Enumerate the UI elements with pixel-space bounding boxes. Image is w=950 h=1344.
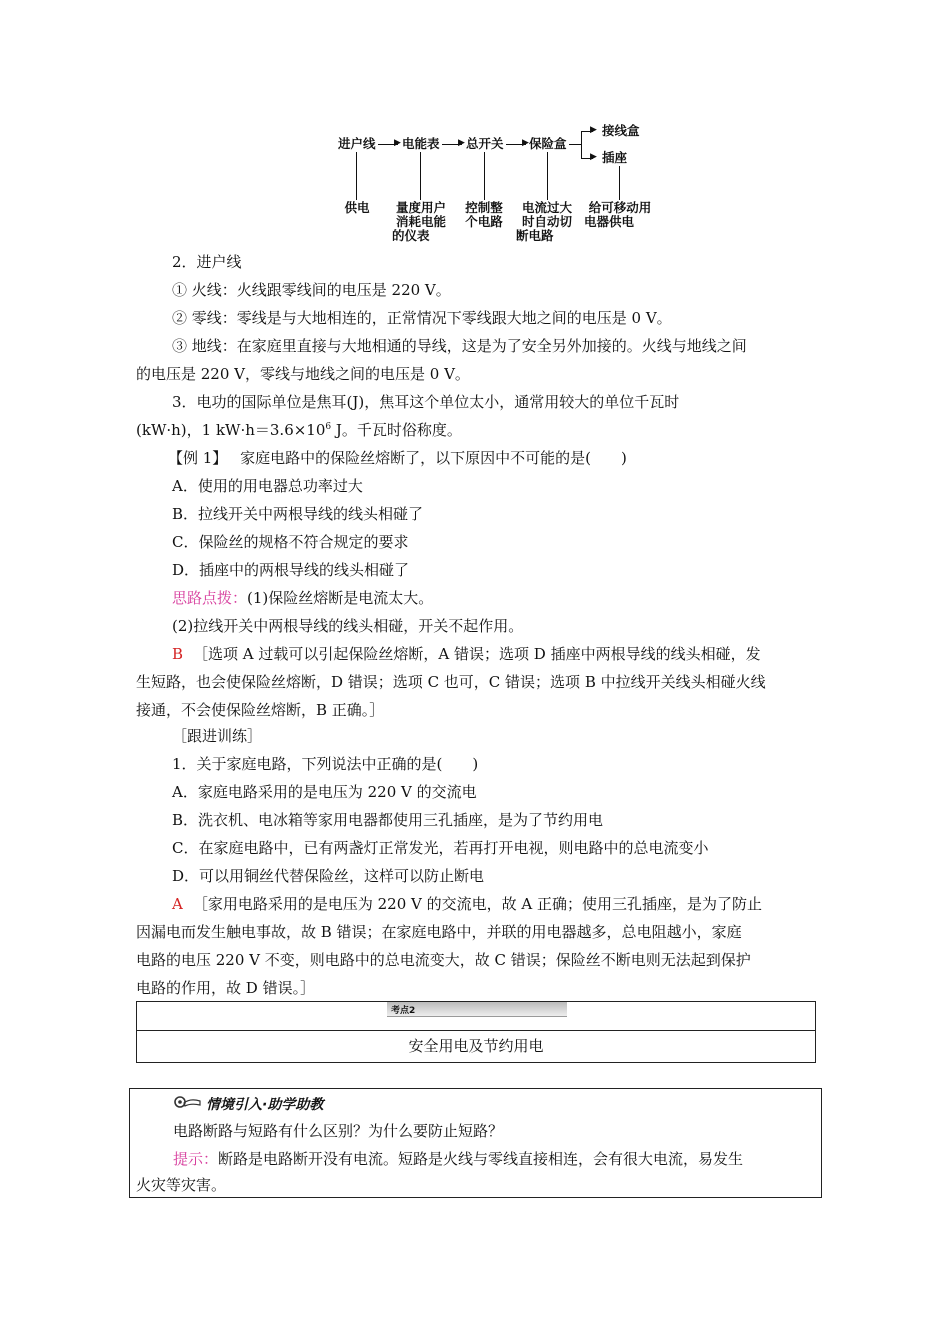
example1-option-c: C．保险丝的规格不符合规定的要求 [172,533,409,551]
connector-2 [420,152,421,200]
example1-option-b: B．拉线开关中两根导线的线头相碰了 [172,505,424,523]
ground-wire-text-2: 的电压是 220 V，零线与地线之间的电压是 0 V。 [136,365,470,383]
answer-letter: A [172,895,183,913]
topic2-tag-bar [387,1002,567,1017]
live-wire-text: ① 火线：火线跟零线间的电压是 220 V。 [172,281,451,299]
practice-option-d: D．可以用铜丝代替保险丝，这样可以防止断电 [172,867,485,885]
topic2-tag: 考点2 [391,1006,416,1016]
practice-explanation-1: A ［家用电路采用的是电压为 220 V 的交流电，故 A 正确；使用三孔插座，是为了防止 [172,895,762,913]
context-hint-2: 火灾等灾害。 [136,1176,227,1194]
practice-option-b: B．洗衣机、电冰箱等家用电器都使用三孔插座，是为了节约用电 [172,811,604,829]
example1-hint-1: 思路点拨：(1)保险丝熔断是电流太大。 [172,589,434,607]
practice-heading: ［跟进训练］ [172,727,263,745]
practice-option-c: C．在家庭电路中，已有两盏灯正常发光，若再打开电视，则电路中的总电流变小 [172,839,709,857]
branch-stem [569,144,581,145]
node-main-switch: 总开关 [466,136,504,151]
gear-hand-icon [172,1094,202,1114]
node-junction-box: 接线盒 [602,123,640,138]
example1-explanation-3: 接通，不会使保险丝熔断，B 正确。］ [136,701,385,719]
practice-explanation-3: 电路的电压 220 V 不变，则电路中的总电流变大，故 C 错误；保险丝不断电则无法起到保护 [136,951,751,969]
desc-fuse: 电流过大 时自动切 断电路 [516,200,572,243]
section2-heading: 2．进户线 [172,253,242,271]
neutral-wire-text: ② 零线：零线是与大地相连的，正常情况下零线跟大地之间的电压是 0 V。 [172,309,672,327]
practice-explanation-4: 电路的作用，故 D 错误。］ [136,979,316,997]
example1-question: 【例 1】 家庭电路中的保险丝熔断了，以下原因中不可能的是( ) [168,449,627,467]
node-service-line: 进户线 [338,136,376,151]
practice-option-a: A．家庭电路采用的是电压为 220 V 的交流电 [172,783,477,801]
connector-5 [619,166,620,200]
section3-line2: (kW·h)，1 $kW\cdot h=3.6\times 10^6$ J。千瓦时俗称度。 [136,421,462,439]
node-fuse-box: 保险盒 [529,136,567,151]
node-socket: 插座 [602,150,628,165]
desc-switch: 控制整 个电路 [465,200,503,229]
ground-wire-text-1: ③ 地线：在家庭里直接与大地相通的导线，这是为了安全另外加接的。火线与地线之间 [172,337,747,355]
connector-1 [356,152,357,200]
desc-power-supply: 供电 [344,200,370,215]
arrow-head-icon: ▶ [458,138,465,148]
example1-option-d: D．插座中的两根导线的线头相碰了 [172,561,410,579]
section3-line1: 3．电功的国际单位是焦耳(J)，焦耳这个单位太小，通常用较大的单位千瓦时 [172,393,680,411]
context-question: 电路断路与短路有什么区别？为什么要防止短路？ [173,1122,504,1140]
context-header-label: 情境引入·助学助教 [206,1097,324,1113]
connector-3 [484,152,485,200]
topic2-box [136,1001,816,1063]
connector-4 [547,152,548,200]
branch-vertical [581,131,582,158]
answer-letter: B [172,645,184,663]
example1-explanation-1: B ［选项 A 过载可以引起保险丝熔断，A 错误；选项 D 插座中两根导线的线头相碰，发 [172,645,761,663]
arrow-head-icon: ▶ [590,125,597,135]
arrow-head-icon: ▶ [590,152,597,162]
practice-question: 1．关于家庭电路，下列说法中正确的是( ) [172,755,479,773]
hint-label: 思路点拨： [172,589,248,607]
exponent: 6 [325,422,332,432]
node-meter: 电能表 [402,136,440,151]
arrow-head-icon: ▶ [522,138,529,148]
example1-hint-2: (2)拉线开关中两根导线的线头相碰，开关不起作用。 [172,617,524,635]
example-tag: 【例 1】 [168,449,228,467]
desc-meter: 量度用户 消耗电能 的仪表 [392,200,446,243]
context-box [129,1088,822,1198]
context-hint-1: 提示：断路是电路断开没有电流。短路是火线与零线直接相连，会有很大电流，易发生 [173,1150,744,1168]
context-header [172,1093,323,1115]
topic2-title: 安全用电及节约用电 [408,1037,544,1055]
practice-explanation-2: 因漏电而发生触电事故，故 B 错误；在家庭电路中，并联的用电器越多，总电阻越小，家庭 [136,923,742,941]
example1-explanation-2: 生短路，也会使保险丝熔断，D 错误；选项 C 也可，C 错误；选项 B 中拉线开关线头相碰火线 [136,673,766,691]
arrow-head-icon: ▶ [394,138,401,148]
context-hint-label: 提示： [173,1150,219,1168]
example1-option-a: A．使用的用电器总功率过大 [172,477,363,495]
desc-socket: 给可移动用 电器供电 [584,200,652,229]
